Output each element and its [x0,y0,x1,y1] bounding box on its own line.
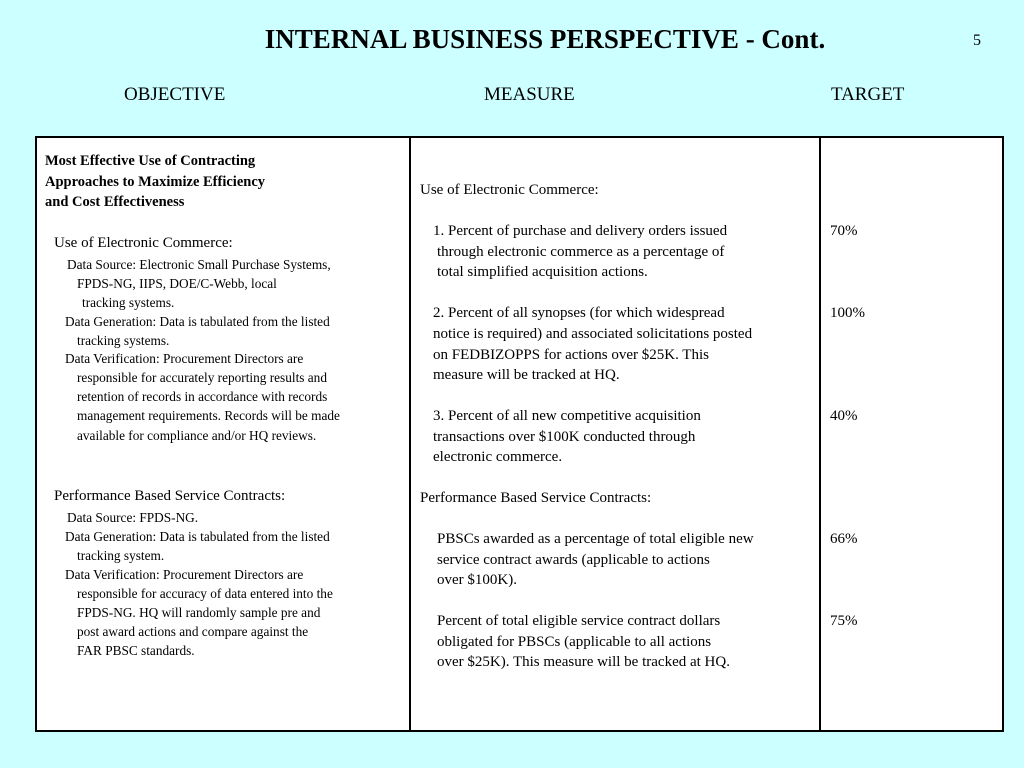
objective-heading: and Cost Effectiveness [45,194,185,210]
ec-data-generation: tracking systems. [77,333,170,348]
pbsc-data-generation: Data Generation: Data is tabulated from the listed [65,529,330,544]
measure-2: measure will be tracked at HQ. [433,367,620,383]
target-value: 100% [830,305,865,321]
pbsc-data-verification: Data Verification: Procurement Directors are [65,567,304,582]
pbsc-data-verification: FAR PBSC standards. [77,643,195,658]
pbsc-data-source: Data Source: FPDS-NG. [67,510,199,525]
measure-pbsc-1: PBSCs awarded as a percentage of total eligible new [437,531,754,547]
page-number: 5 [973,32,981,49]
objective-heading: Approaches to Maximize Efficiency [45,174,266,190]
ec-label: Use of Electronic Commerce: [54,235,233,251]
measure-cell [411,138,819,730]
slide-title: INTERNAL BUSINESS PERSPECTIVE - Cont. [264,24,826,54]
column-header-measure: MEASURE [484,84,575,105]
ec-data-verification: management requirements. Records will be made [77,408,340,423]
column-header-objective: OBJECTIVE [124,84,226,105]
ec-data-verification: Data Verification: Procurement Directors are [65,351,304,366]
measure-2: 2. Percent of all synopses (for which widespread [433,305,725,321]
objective-cell [37,138,409,730]
ec-data-verification: available for compliance and/or HQ reviews. [77,428,317,443]
measure-pbsc-2: over $25K). This measure will be tracked at HQ. [437,654,730,670]
measure-pbsc-label: Performance Based Service Contracts: [420,490,652,506]
ec-data-source: tracking systems. [82,295,175,310]
target-cell [821,138,1002,730]
ec-data-generation: Data Generation: Data is tabulated from the listed [65,314,330,329]
target-value: 75% [830,613,858,629]
measure-ec-label: Use of Electronic Commerce: [420,182,599,198]
target-value: 70% [830,223,858,239]
measure-pbsc-2: Percent of total eligible service contract dollars [437,613,721,629]
measure-1: through electronic commerce as a percentage of [437,244,725,260]
measure-pbsc-1: service contract awards (applicable to actions [437,552,710,568]
objectives-table [35,136,1004,732]
measure-3: transactions over $100K conducted through [433,429,696,445]
measure-3: 3. Percent of all new competitive acquisition [433,408,701,424]
measure-3: electronic commerce. [433,449,563,465]
column-header-target: TARGET [831,84,905,105]
measure-2: on FEDBIZOPPS for actions over $25K. This [433,347,709,363]
measure-2: notice is required) and associated solicitations posted [433,326,753,342]
measure-pbsc-1: over $100K). [437,572,517,588]
measure-1: 1. Percent of purchase and delivery orders issued [433,223,728,239]
pbsc-data-verification: post award actions and compare against the [77,624,309,639]
ec-data-verification: retention of records in accordance with records [77,389,328,404]
pbsc-data-verification: responsible for accuracy of data entered into the [77,586,333,601]
measure-pbsc-2: obligated for PBSCs (applicable to all actions [437,634,712,650]
pbsc-label: Performance Based Service Contracts: [54,488,286,504]
pbsc-data-generation: tracking system. [77,548,165,563]
measure-1: total simplified acquisition actions. [437,264,648,280]
ec-data-verification: responsible for accurately reporting results and [77,370,327,385]
ec-data-source: FPDS-NG, IIPS, DOE/C-Webb, local [77,276,277,291]
objective-heading: Most Effective Use of Contracting [45,153,256,169]
pbsc-data-verification: FPDS-NG. HQ will randomly sample pre and [77,605,321,620]
ec-data-source: Data Source: Electronic Small Purchase Systems, [67,257,331,272]
target-value: 66% [830,531,858,547]
target-value: 40% [830,408,858,424]
